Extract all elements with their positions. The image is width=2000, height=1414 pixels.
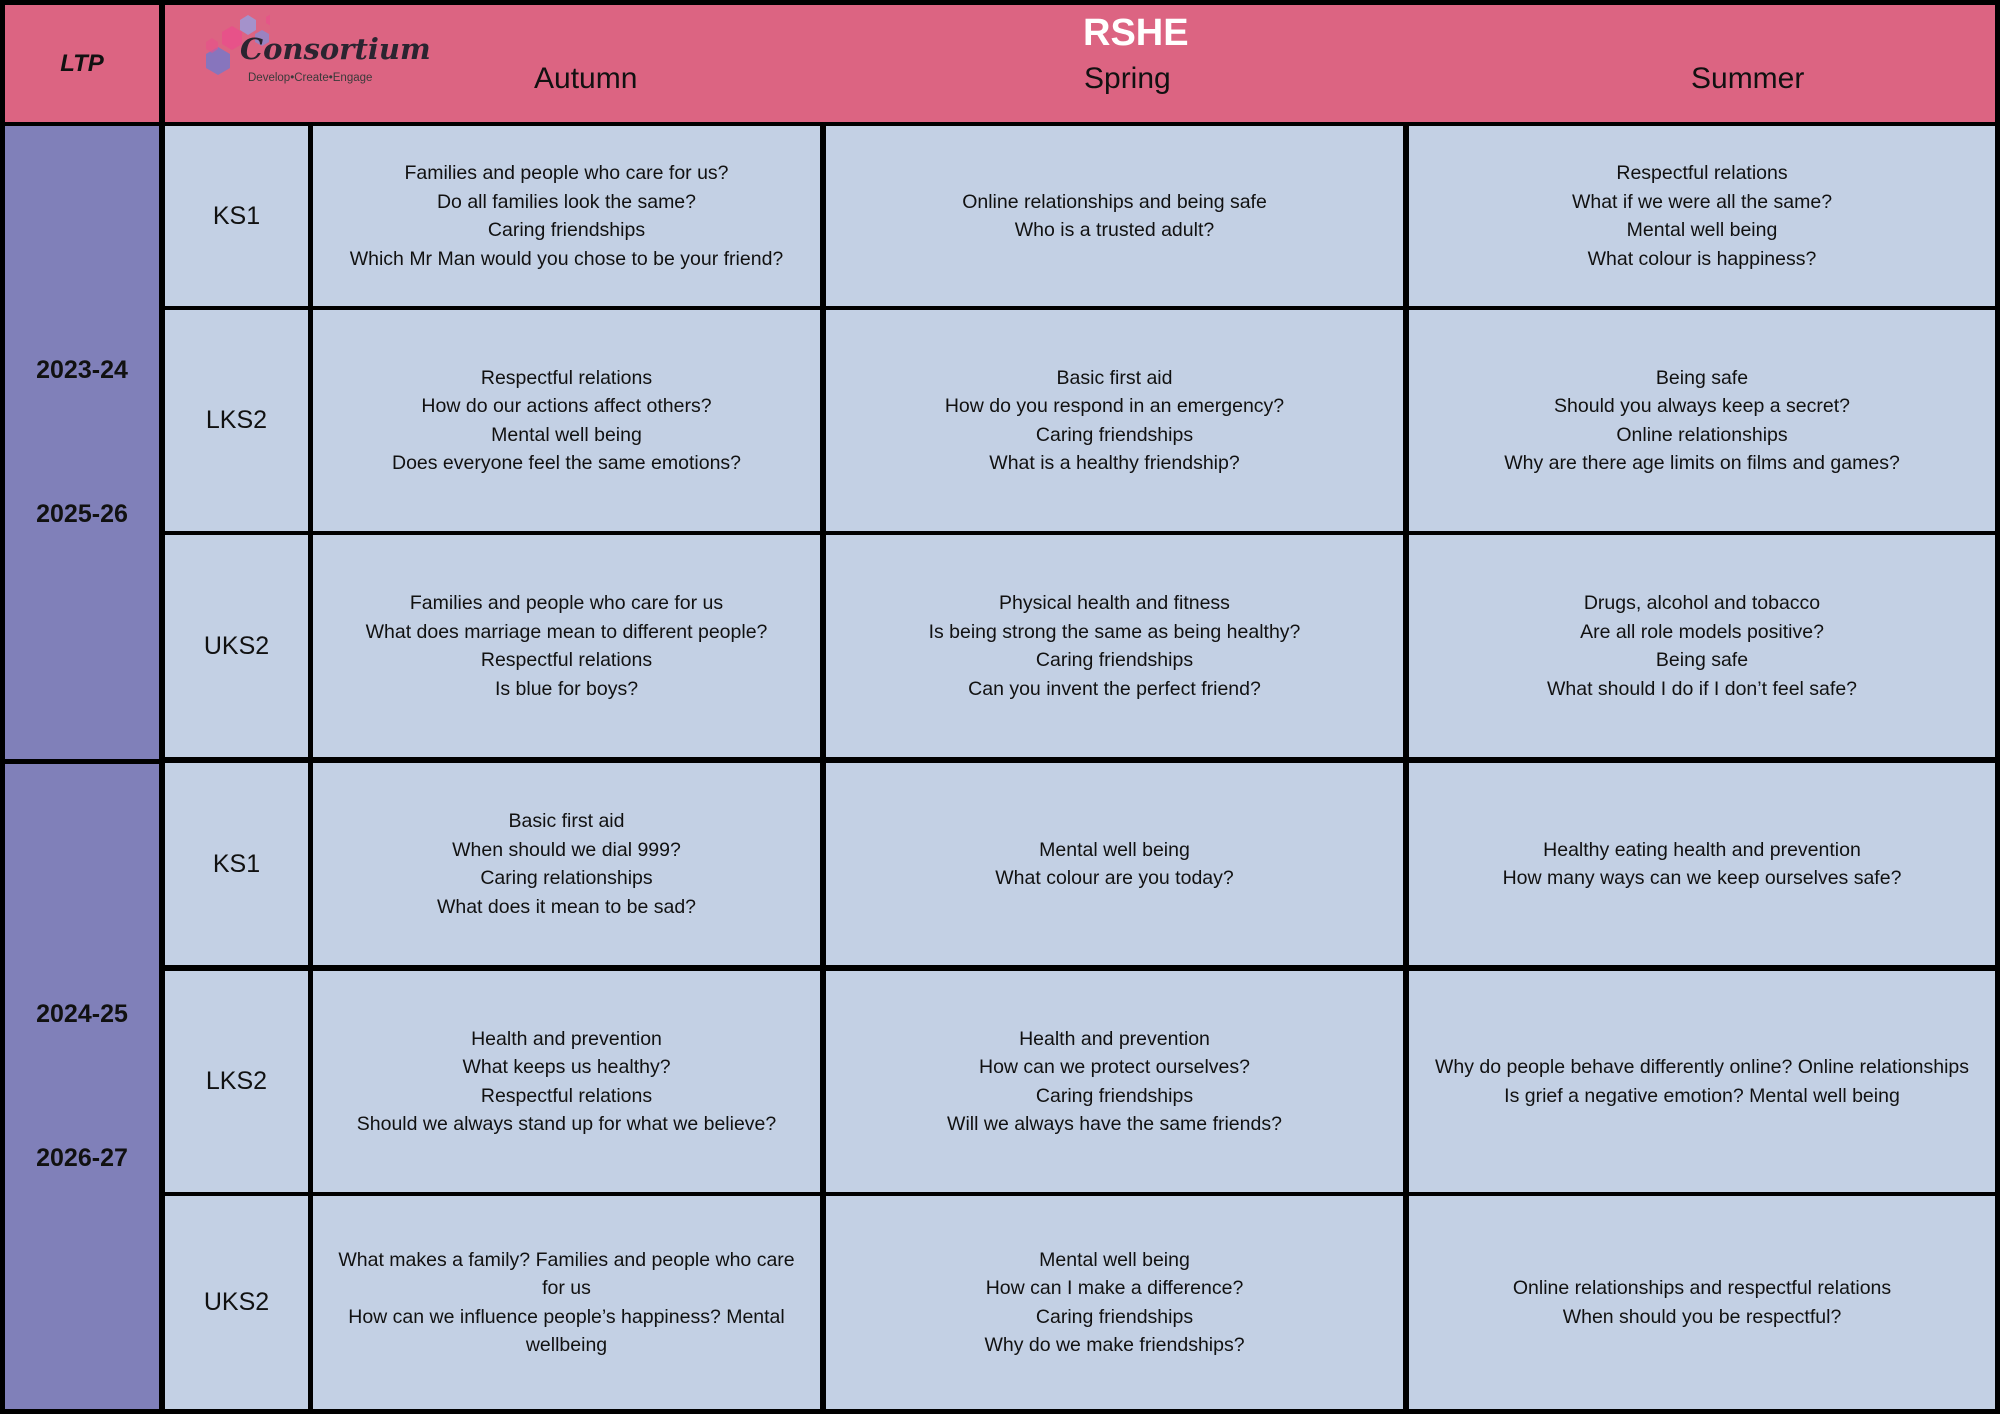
key-stage-label: LKS2 — [205, 1067, 268, 1095]
key-stage-label: KS1 — [212, 849, 261, 878]
topic-line: Caring friendships — [487, 219, 646, 241]
topic-lines — [343, 1025, 791, 1139]
topic-line: Why do we make friendships? — [984, 1334, 1245, 1356]
year-label: 2025-26 — [36, 500, 128, 528]
topic-line: Health and prevention — [471, 1027, 662, 1050]
topic-lines — [352, 589, 782, 703]
topic-line: How can I make a difference? — [985, 1277, 1244, 1299]
topic-lines — [1421, 1053, 1983, 1110]
year-group-1-cell — [5, 126, 159, 759]
topic-line: What if we were all the same? — [1571, 190, 1833, 213]
topic-line: Does everyone feel the same emotions? — [391, 452, 742, 474]
topic-line: Who is a trusted adult? — [1014, 219, 1215, 241]
topic-cell-autumn — [313, 763, 820, 965]
logo-tagline: Develop•Create•Engage — [248, 72, 373, 84]
year-label: 2026-27 — [36, 1144, 128, 1172]
key-stage-cell — [165, 971, 308, 1192]
topic-line: Do all families look the same? — [436, 190, 697, 213]
topic-line: Which Mr Man would you chose to be your friend? — [349, 247, 784, 270]
topic-line: Will we always have the same friends? — [947, 1113, 1282, 1135]
key-stage-label: KS1 — [212, 201, 261, 230]
topic-line: When should we dial 999? — [452, 838, 681, 861]
topic-line: Respectful relations — [480, 366, 653, 389]
topic-lines — [1533, 589, 1871, 703]
key-stage-label: UKS2 — [203, 1288, 270, 1316]
topic-cell-summer — [1409, 971, 1995, 1192]
topic-lines — [1490, 364, 1914, 478]
topic-line: What makes a family? Families and people who care for us — [338, 1248, 795, 1299]
page-title: RSHE — [1083, 12, 1189, 54]
topic-line: Is grief a negative emotion? Mental well being — [1504, 1084, 1900, 1107]
year-label: 2023-24 — [36, 356, 128, 384]
topic-cell-autumn — [313, 971, 820, 1192]
topic-line: How many ways can we keep ourselves safe? — [1502, 867, 1902, 889]
topic-line: What keeps us healthy? — [462, 1056, 671, 1078]
topic-line: Being safe — [1655, 649, 1749, 671]
year-label: 2024-25 — [36, 1000, 128, 1028]
term-spring-header: Spring — [1084, 62, 1171, 95]
topic-line: Mental well being — [1626, 219, 1778, 241]
key-stage-cell — [165, 1196, 308, 1409]
topic-line: Is blue for boys? — [494, 677, 639, 700]
topic-cell-summer — [1409, 535, 1995, 757]
topic-line: How can we influence people’s happiness? Mental wellbeing — [348, 1305, 785, 1356]
topic-line: Basic first aid — [508, 810, 625, 832]
ltp-header-cell — [5, 5, 159, 122]
topic-cell-summer — [1409, 126, 1995, 306]
key-stage-cell — [165, 535, 308, 757]
topic-line: What does marriage mean to different people? — [365, 620, 768, 643]
topic-cell-autumn — [313, 126, 820, 306]
topic-lines — [336, 159, 798, 273]
topic-line: Why do people behave differently online? Online relationships — [1434, 1056, 1970, 1078]
key-stage-cell — [165, 763, 308, 965]
topic-line: Caring friendships — [1035, 423, 1194, 446]
topic-cell-autumn — [313, 535, 820, 757]
key-stage-cell — [165, 126, 308, 306]
topic-lines — [981, 836, 1247, 893]
topic-lines — [378, 364, 755, 478]
key-stage-label: LKS2 — [205, 406, 268, 434]
topic-lines — [915, 589, 1315, 703]
topic-line: Respectful relations — [480, 1084, 653, 1107]
topic-line: Caring friendships — [1035, 1305, 1194, 1328]
topic-line: Mental well being — [1039, 1248, 1190, 1271]
topic-line: When should you be respectful? — [1562, 1305, 1842, 1328]
topic-line: Caring friendships — [1035, 1084, 1194, 1107]
topic-line: Families and people who care for us? — [404, 162, 729, 184]
topic-lines — [931, 364, 1298, 478]
consortium-logo — [200, 12, 431, 92]
topic-line: How do you respond in an emergency? — [944, 395, 1285, 417]
topic-line: Caring relationships — [480, 867, 653, 889]
topic-line: What colour are you today? — [995, 867, 1234, 889]
topic-lines — [970, 1246, 1258, 1360]
topic-line: What colour is happiness? — [1587, 247, 1817, 270]
topic-line: Families and people who care for us — [409, 592, 724, 614]
topic-line: What is a healthy friendship? — [989, 452, 1240, 474]
topic-line: Healthy eating health and prevention — [1543, 838, 1861, 861]
topic-lines — [1499, 1274, 1905, 1331]
topic-line: Respectful relations — [1616, 162, 1788, 184]
term-summer-header: Summer — [1691, 62, 1805, 95]
key-stage-label: UKS2 — [203, 631, 270, 660]
topic-cell-autumn — [313, 310, 820, 531]
topic-cell-spring — [826, 1196, 1403, 1409]
topic-line: Drugs, alcohol and tobacco — [1583, 592, 1821, 614]
topic-cell-spring — [826, 126, 1403, 306]
topic-line: How can we protect ourselves? — [979, 1056, 1250, 1078]
topic-cell-autumn — [313, 1196, 820, 1409]
topic-line: Are all role models positive? — [1580, 620, 1824, 643]
topic-cell-spring — [826, 763, 1403, 965]
key-stage-cell — [165, 310, 308, 531]
topic-line: What does it mean to be sad? — [436, 895, 697, 918]
topic-line: Should we always stand up for what we believe? — [356, 1113, 777, 1135]
topic-lines — [933, 1025, 1296, 1139]
topic-line: Online relationships and being safe — [962, 190, 1267, 213]
topic-lines — [313, 1246, 820, 1360]
topic-line: Online relationships and respectful relations — [1512, 1277, 1892, 1299]
topic-cell-spring — [826, 310, 1403, 531]
topic-lines — [1489, 836, 1916, 893]
topic-line: Mental well being — [491, 423, 642, 446]
topic-line: Health and prevention — [1019, 1027, 1210, 1050]
year-group-2-cell — [5, 764, 159, 1409]
topic-line: How do our actions affect others? — [421, 395, 712, 417]
topic-cell-summer — [1409, 1196, 1995, 1409]
topic-lines — [423, 807, 710, 921]
topic-line: Why are there age limits on films and games? — [1504, 452, 1900, 474]
topic-line: What should I do if I don’t feel safe? — [1546, 677, 1858, 700]
topic-lines — [948, 188, 1281, 245]
topic-lines — [1558, 159, 1846, 273]
topic-line: Caring friendships — [1035, 649, 1194, 671]
topic-line: Online relationships — [1616, 423, 1788, 446]
topic-line: Basic first aid — [1056, 366, 1173, 389]
topic-cell-summer — [1409, 763, 1995, 965]
topic-line: Physical health and fitness — [999, 592, 1230, 614]
topic-line: Respectful relations — [480, 649, 653, 671]
topic-cell-spring — [826, 535, 1403, 757]
topic-line: Can you invent the perfect friend? — [968, 677, 1261, 700]
topic-line: Mental well being — [1039, 838, 1190, 861]
topic-line: Being safe — [1655, 366, 1749, 389]
topic-cell-spring — [826, 971, 1403, 1192]
topic-line: Is being strong the same as being healthy? — [928, 620, 1301, 643]
topic-cell-summer — [1409, 310, 1995, 531]
term-autumn-header: Autumn — [534, 62, 638, 95]
ltp-label: LTP — [60, 49, 104, 77]
logo-wordmark: Consortium — [240, 32, 431, 66]
topic-line: Should you always keep a secret? — [1554, 395, 1850, 417]
